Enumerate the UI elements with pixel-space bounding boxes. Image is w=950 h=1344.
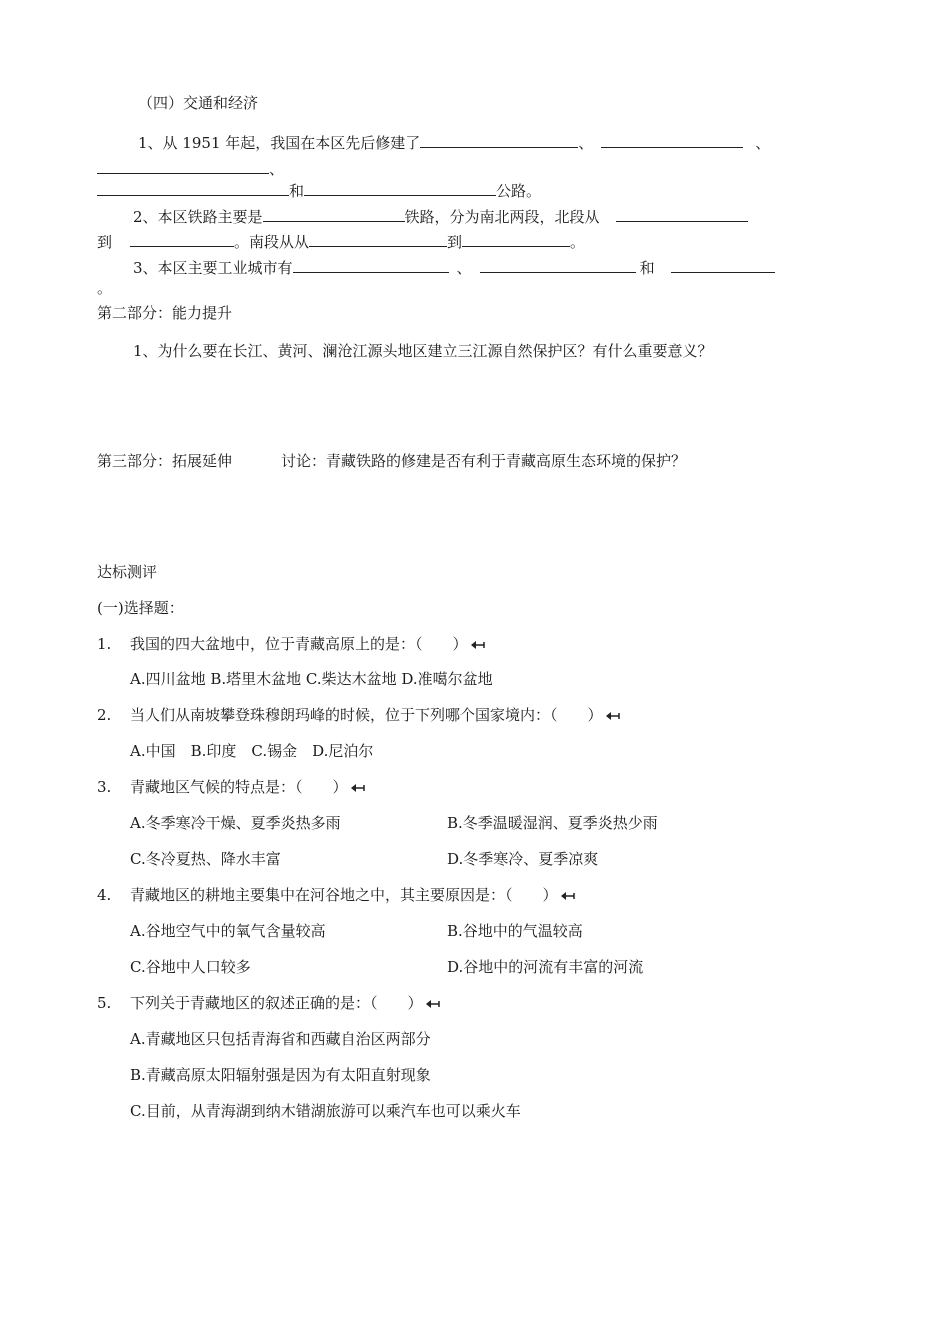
q2-middle: 铁路，分为南北两段，北段从 — [404, 208, 600, 226]
question-stem — [130, 993, 441, 1013]
option-text[interactable]: B.青藏高原太阳辐射强是因为有太阳直射现象 — [130, 1066, 431, 1084]
option-text[interactable]: C.冬冷夏热、降水丰富 — [130, 850, 281, 868]
test-heading: 达标测评 — [97, 563, 158, 581]
stem-text: 下列关于青藏地区的叙述正确的是：（ ） — [130, 994, 423, 1012]
stem-text: 青藏地区气候的特点是：（ ） — [130, 778, 348, 796]
answer-blank[interactable] — [304, 179, 496, 196]
question-text — [97, 157, 284, 179]
answer-blank[interactable] — [601, 131, 743, 148]
question-text — [97, 179, 541, 201]
answer-blank[interactable] — [263, 205, 405, 222]
return-mark-icon — [470, 640, 486, 650]
conjunction: 和 — [289, 182, 305, 200]
return-mark-icon — [350, 783, 366, 793]
option-text[interactable]: A.中国 B.印度 C.锡金 D.尼泊尔 — [130, 742, 374, 760]
answer-blank[interactable] — [462, 230, 570, 247]
q1-prefix: 1、从 1951 年起，我国在本区先后修建了 — [138, 134, 421, 152]
discussion-text: 讨论：青藏铁路的修建是否有利于青藏高原生态环境的保护？ — [281, 452, 687, 470]
option-text[interactable]: B.冬季温暖湿润、夏季炎热少雨 — [447, 814, 658, 832]
question-stem — [130, 885, 576, 905]
answer-blank[interactable] — [97, 179, 289, 196]
question-text — [138, 131, 770, 153]
answer-blank[interactable] — [480, 256, 636, 273]
option-text[interactable]: A.四川盆地 B.塔里木盆地 C.柴达木盆地 D.准噶尔盆地 — [130, 670, 493, 688]
section-heading: （四）交通和经济 — [138, 94, 259, 112]
answer-blank[interactable] — [420, 131, 578, 148]
question-stem — [130, 705, 621, 725]
suffix: 公路。 — [496, 182, 542, 200]
conjunction: 和 — [639, 259, 655, 277]
subsection-heading: (一)选择题： — [97, 599, 184, 617]
separator: 、 — [269, 160, 285, 178]
option-text[interactable]: D.谷地中的河流有丰富的河流 — [447, 958, 644, 976]
stem-text: 我国的四大盆地中，位于青藏高原上的是：（ ） — [130, 635, 468, 653]
separator: 、 — [755, 134, 771, 152]
stem-text: 青藏地区的耕地主要集中在河谷地之中，其主要原因是：（ ） — [130, 886, 558, 904]
option-text[interactable]: A.冬季寒冷干燥、夏季炎热多雨 — [130, 814, 341, 832]
question-number: 3. — [97, 778, 112, 796]
question-text: 1、为什么要在长江、黄河、澜沧江源头地区建立三江源自然保护区？有什么重要意义？ — [133, 342, 713, 360]
question-number: 4. — [97, 886, 112, 904]
option-text[interactable]: A.青藏地区只包括青海省和西藏自治区两部分 — [130, 1030, 431, 1048]
answer-blank[interactable] — [97, 157, 269, 174]
answer-blank[interactable] — [671, 256, 775, 273]
question-number: 5. — [97, 994, 112, 1012]
answer-blank[interactable] — [309, 230, 447, 247]
option-text[interactable]: D.冬季寒冷、夏季凉爽 — [447, 850, 599, 868]
stem-text: 当人们从南坡攀登珠穆朗玛峰的时候，位于下列哪个国家境内：（ ） — [130, 706, 603, 724]
question-stem — [130, 634, 486, 654]
part-heading: 第二部分：能力提升 — [97, 304, 233, 322]
conjunction: 到 — [447, 233, 463, 251]
return-mark-icon — [425, 999, 441, 1009]
question-number: 1. — [97, 635, 112, 653]
q3-prefix: 3、本区主要工业城市有 — [133, 259, 293, 277]
question-stem — [130, 777, 366, 797]
conjunction: 到 — [97, 233, 113, 251]
separator: 、 — [456, 259, 472, 277]
suffix: 。 — [97, 279, 113, 297]
suffix: 。 — [570, 233, 586, 251]
question-text — [97, 230, 585, 252]
part-heading: 第三部分：拓展延伸 — [97, 452, 233, 470]
question-number: 2. — [97, 706, 112, 724]
answer-blank[interactable] — [616, 205, 748, 222]
answer-blank[interactable] — [130, 230, 234, 247]
separator: 、 — [578, 134, 594, 152]
return-mark-icon — [605, 711, 621, 721]
question-text — [133, 256, 775, 278]
answer-blank[interactable] — [293, 256, 449, 273]
option-text[interactable]: B.谷地中的气温较高 — [447, 922, 583, 940]
option-text[interactable]: A.谷地空气中的氧气含量较高 — [130, 922, 326, 940]
option-text[interactable]: C.目前，从青海湖到纳木错湖旅游可以乘汽车也可以乘火车 — [130, 1102, 521, 1120]
question-text — [133, 205, 748, 227]
return-mark-icon — [560, 891, 576, 901]
q2-prefix: 2、本区铁路主要是 — [133, 208, 263, 226]
option-text[interactable]: C.谷地中人口较多 — [130, 958, 251, 976]
q2-south: 。南段从从 — [234, 233, 310, 251]
